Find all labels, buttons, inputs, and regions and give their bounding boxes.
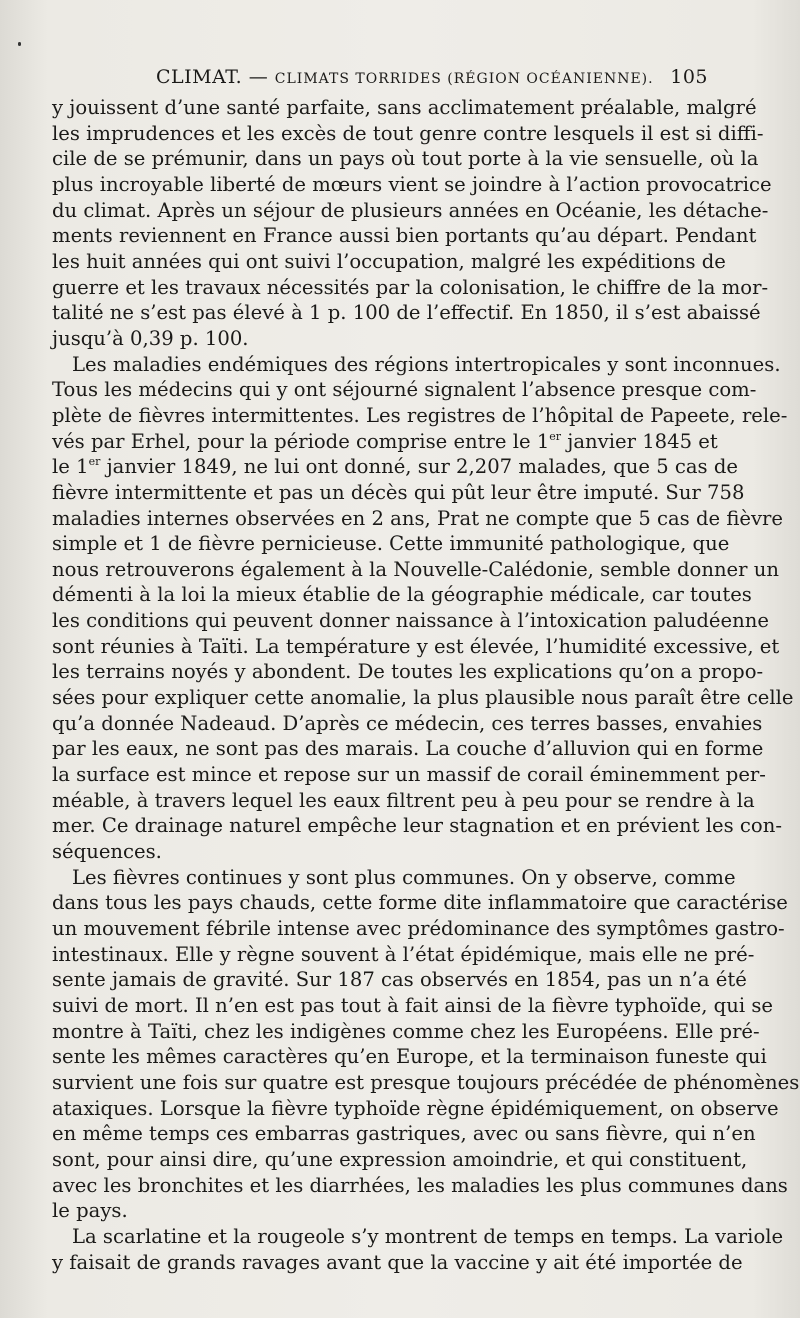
paragraph <box>52 95 772 352</box>
text-line: plus incroyable liberté de mœurs vient se joindre à l’action provocatrice <box>52 172 772 196</box>
text-line: sont, pour ainsi dire, qu’une expression amoindrie, et qui constituent, <box>52 1147 748 1171</box>
text-line: Tous les médecins qui y ont séjourné signalent l’absence presque com- <box>52 378 757 402</box>
body-text <box>52 95 800 1275</box>
text-line: y faisait de grands ravages avant que la vaccine y ait été importée de <box>52 1250 743 1274</box>
text-line: survient une fois sur quatre est presque toujours précédée de phénomènes <box>52 1070 800 1094</box>
text-line: vés par Erhel, pour la période comprise entre le 1er janvier 1845 et <box>52 429 718 453</box>
header-title-smallcaps: CLIMATS TORRIDES (RÉGION OCÉANIENNE). <box>274 71 654 87</box>
text-line: la surface est mince et repose sur un massif de corail éminemment per- <box>52 763 766 787</box>
text-line: cile de se prémunir, dans un pays où tout porte à la vie sensuelle, où la <box>52 147 759 171</box>
paragraph <box>52 865 800 1224</box>
text-line: qu’a donnée Nadeaud. D’après ce médecin, ces terres basses, envahies <box>52 711 763 735</box>
text-line: suivi de mort. Il n’en est pas tout à fait ainsi de la fièvre typhoïde, qui se <box>52 993 773 1017</box>
header-title <box>156 66 654 88</box>
text-line: Les maladies endémiques des régions intertropicales y sont inconnues. <box>72 352 781 376</box>
text-line: mer. Ce drainage naturel empêche leur stagnation et en prévient les con- <box>52 814 782 838</box>
text-line: Les fièvres continues y sont plus communes. On y observe, comme <box>72 865 736 889</box>
text-line: démenti à la loi la mieux établie de la géographie médicale, car toutes <box>52 583 752 607</box>
text-line: les imprudences et les excès de tout genre contre lesquels il est si diffi- <box>52 121 764 145</box>
text-line: simple et 1 de fièvre pernicieuse. Cette immunité pathologique, que <box>52 532 730 556</box>
text-line: ments reviennent en France aussi bien portants qu’au départ. Pendant <box>52 224 757 248</box>
text-line: les huit années qui ont suivi l’occupation, malgré les expéditions de <box>52 249 726 273</box>
text-line: un mouvement fébrile intense avec prédominance des symptômes gastro- <box>52 917 785 940</box>
text-line: maladies internes observées en 2 ans, Prat ne compte que 5 cas de fièvre <box>52 506 784 530</box>
text-line: La scarlatine et la rougeole s’y montrent de temps en temps. La variole <box>72 1224 784 1248</box>
paragraph <box>52 1224 784 1275</box>
text-line: les conditions qui peuvent donner naissance à l’intoxication paludéenne <box>52 609 769 633</box>
text-line: séquences. <box>52 840 162 864</box>
text-line: sente jamais de gravité. Sur 187 cas observés en 1854, pas un n’a été <box>52 968 747 992</box>
text-line: intestinaux. Elle y règne souvent à l’état épidémique, mais elle ne pré- <box>52 942 755 966</box>
text-line: les terrains noyés y abondent. De toutes les explications qu’on a propo- <box>52 660 764 684</box>
text-line: nous retrouverons également à la Nouvelle-Calédonie, semble donner un <box>52 557 779 581</box>
text-line: y jouissent d’une santé parfaite, sans acclimatement préalable, malgré <box>52 96 757 119</box>
text-line: avec les bronchites et les diarrhées, les maladies les plus communes dans <box>52 1173 788 1197</box>
text-line: le 1er janvier 1849, ne lui ont donné, sur 2,207 malades, que 5 cas de <box>52 455 738 479</box>
text-line: méable, à travers lequel les eaux filtrent peu à peu pour se rendre à la <box>52 788 755 812</box>
text-line: fièvre intermittente et pas un décès qui pût leur être imputé. Sur 758 <box>52 480 745 504</box>
ink-speck <box>18 42 21 46</box>
text-line: sées pour expliquer cette anomalie, la plus plausible nous paraît être celle <box>52 686 794 710</box>
page-number: 105 <box>670 66 708 88</box>
running-header <box>52 66 708 92</box>
text-line: montre à Taïti, chez les indigènes comme chez les Européens. Elle pré- <box>52 1019 760 1043</box>
text-line: dans tous les pays chauds, cette forme dite inflammatoire que caractérise <box>52 891 788 915</box>
text-line: jusqu’à 0,39 p. 100. <box>52 326 249 350</box>
text-line: talité ne s’est pas élevé à 1 p. 100 de l’effectif. En 1850, il s’est abaissé <box>52 301 761 325</box>
text-line: en même temps ces embarras gastriques, avec ou sans fièvre, qui n’en <box>52 1122 756 1146</box>
text-line: par les eaux, ne sont pas des marais. La couche d’alluvion qui en forme <box>52 737 764 761</box>
paragraph <box>52 352 794 865</box>
text-line: du climat. Après un séjour de plusieurs années en Océanie, les détache- <box>52 198 769 222</box>
header-title-main: CLIMAT. — <box>156 66 275 88</box>
text-line: sente les mêmes caractères qu’en Europe, et la terminaison funeste qui <box>52 1045 767 1069</box>
text-line: le pays. <box>52 1199 128 1223</box>
text-line: guerre et les travaux nécessités par la colonisation, le chiffre de la mor- <box>52 275 769 299</box>
text-line: ataxiques. Lorsque la fièvre typhoïde règne épidémiquement, on observe <box>52 1096 779 1120</box>
text-line: sont réunies à Taïti. La température y est élevée, l’humidité excessive, et <box>52 634 780 658</box>
text-line: plète de fièvres intermittentes. Les registres de l’hôpital de Papeete, rele- <box>52 403 788 427</box>
